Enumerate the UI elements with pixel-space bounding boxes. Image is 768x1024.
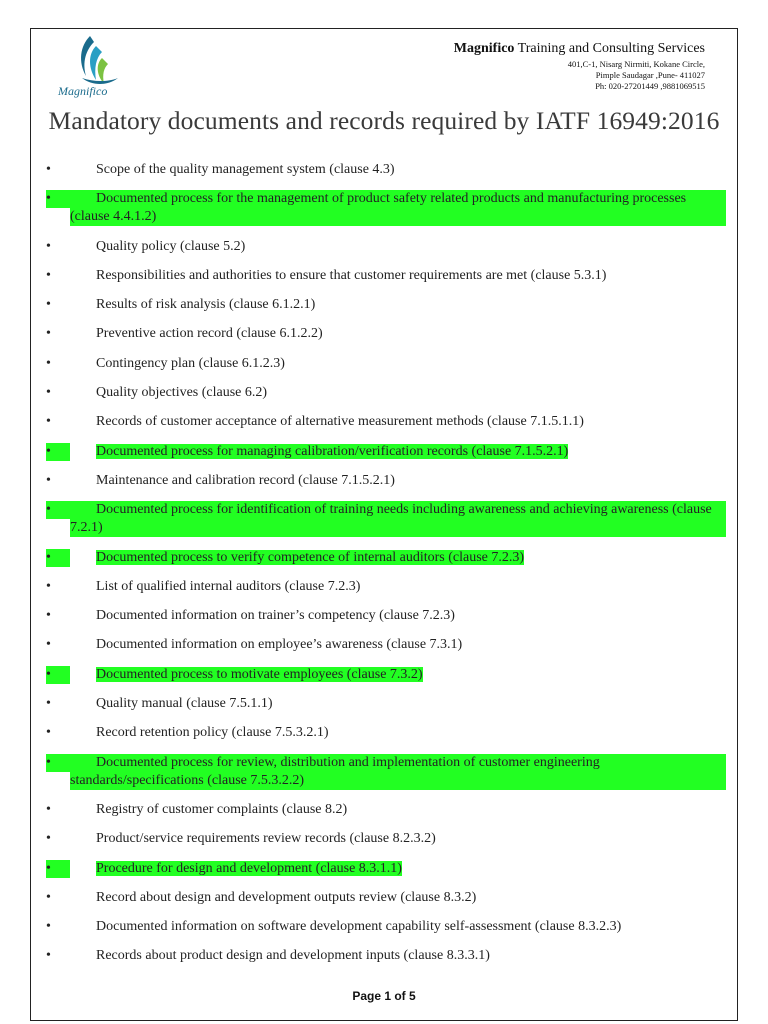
list-item <box>46 549 726 567</box>
list-item <box>46 666 726 684</box>
list-item-text: Quality objectives (clause 6.2) <box>96 385 268 401</box>
list-item <box>46 267 726 285</box>
bullet-icon: • <box>46 608 51 624</box>
company-name-bold: Magnifico <box>453 41 515 56</box>
list-item <box>46 296 726 314</box>
bullet-icon: • <box>46 725 51 741</box>
bullet-icon: • <box>46 414 51 430</box>
list-item-text: Contingency plan (clause 6.1.2.3) <box>96 355 285 371</box>
address-line-2: Pimple Saudagar ,Pune- 411027 <box>595 70 705 80</box>
list-item-text: Documented process for managing calibration/verification records (clause 7.1.5.2.1) <box>96 443 569 459</box>
list-item-text: Records of customer acceptance of alternative measurement methods (clause 7.1.5.1.1) <box>96 414 584 430</box>
company-name-rest: Training and Consulting Services <box>514 41 705 56</box>
list-item-text: Documented process to motivate employees (clause 7.3.2) <box>96 666 423 682</box>
list-item <box>46 947 726 965</box>
list-item <box>46 801 726 819</box>
bullet-icon: • <box>46 666 70 684</box>
bullet-icon: • <box>46 472 51 488</box>
list-item <box>46 695 726 713</box>
bullet-icon: • <box>46 860 70 878</box>
list-item <box>46 830 726 848</box>
list-item-text: Maintenance and calibration record (clause 7.1.5.2.1) <box>96 472 395 488</box>
list-item-text: Documented information on employee’s awareness (clause 7.3.1) <box>96 637 463 653</box>
list-item-text: Scope of the quality management system (clause 4.3) <box>96 162 395 177</box>
list-item-text: Documented process to verify competence of internal auditors (clause 7.2.3) <box>96 549 525 565</box>
list-item <box>46 384 726 402</box>
list-item-text: Record about design and development outputs review (clause 8.3.2) <box>96 889 477 905</box>
list-item-text: Documented process for review, distribution and implementation of customer engineering standards/specifications (clause 7.5.3.2.2) <box>70 754 726 790</box>
list-item <box>46 238 726 256</box>
list-item-text: Records about product design and development inputs (clause 8.3.3.1) <box>96 948 490 964</box>
list-item-text: Responsibilities and authorities to ensure that customer requirements are met (clause 5.3.1) <box>96 267 607 283</box>
list-item <box>46 190 726 226</box>
list-item <box>46 578 726 596</box>
logo-wordmark: Magnifico <box>58 84 108 98</box>
bullet-icon: • <box>46 267 51 283</box>
bullet-icon: • <box>46 162 51 177</box>
list-item <box>46 501 726 537</box>
bullet-icon: • <box>46 754 70 772</box>
company-header <box>454 42 705 92</box>
list-item-text: Product/service requirements review records (clause 8.2.3.2) <box>96 831 436 847</box>
list-item-text: Documented process for identification of training needs including awareness and achieving awareness (clause 7.2.1) <box>70 501 726 537</box>
page-number: Page 1 of 5 <box>352 989 416 1003</box>
bullet-icon: • <box>46 355 51 371</box>
bullet-icon: • <box>46 549 70 567</box>
list-item-text: Procedure for design and development (clause 8.3.1.1) <box>96 860 402 876</box>
address-line-1: 401,C-1, Nisarg Nirmiti, Kokane Circle, <box>567 59 705 69</box>
list-item <box>46 325 726 343</box>
list-item <box>46 754 726 790</box>
list-item <box>46 355 726 373</box>
list-item-text: Registry of customer complaints (clause 8.2) <box>96 801 348 817</box>
list-item <box>46 636 726 654</box>
list-item-text: Documented information on trainer’s competency (clause 7.2.3) <box>96 608 455 624</box>
bullet-icon: • <box>46 385 51 401</box>
list-item-text: Documented information on software development capability self-assessment (clause 8.3.2.3) <box>96 919 622 935</box>
list-item <box>46 161 726 179</box>
bullet-icon: • <box>46 696 51 712</box>
list-item <box>46 724 726 742</box>
list-item <box>46 443 726 461</box>
bullet-icon: • <box>46 326 51 342</box>
bullet-icon: • <box>46 801 51 817</box>
bullet-icon: • <box>46 637 51 653</box>
bullet-icon: • <box>46 831 51 847</box>
list-item <box>46 889 726 907</box>
bullet-icon: • <box>46 190 70 208</box>
list-item-text: Quality manual (clause 7.5.1.1) <box>96 696 273 712</box>
bullet-icon: • <box>46 238 51 254</box>
bullet-icon: • <box>46 889 51 905</box>
bullet-icon: • <box>46 578 51 594</box>
bullet-icon: • <box>46 443 70 461</box>
company-name <box>454 42 705 56</box>
list-item <box>46 918 726 936</box>
list-item <box>46 607 726 625</box>
list-item <box>46 413 726 431</box>
list-item-text: Record retention policy (clause 7.5.3.2.1) <box>96 725 329 741</box>
list-item-text: Quality policy (clause 5.2) <box>96 238 246 254</box>
document-title: Mandatory documents and records required by IATF 16949:2016 <box>48 106 720 135</box>
list-item-text: Documented process for the management of product safety related products and manufacturing processes (clause 4.4.1.2) <box>70 190 726 226</box>
bullet-icon: • <box>46 501 70 519</box>
list-item <box>46 472 726 490</box>
list-item-text: List of qualified internal auditors (clause 7.2.3) <box>96 578 361 594</box>
bullet-icon: • <box>46 948 51 964</box>
list-item <box>46 860 726 878</box>
mandatory-documents-list <box>46 161 726 977</box>
company-address <box>454 59 705 92</box>
bullet-icon: • <box>46 919 51 935</box>
list-item-text: Results of risk analysis (clause 6.1.2.1) <box>96 297 316 313</box>
phone-line: Ph: 020-27201449 ,9881069515 <box>595 81 705 91</box>
list-item-text: Preventive action record (clause 6.1.2.2) <box>96 326 323 342</box>
bullet-icon: • <box>46 297 51 313</box>
